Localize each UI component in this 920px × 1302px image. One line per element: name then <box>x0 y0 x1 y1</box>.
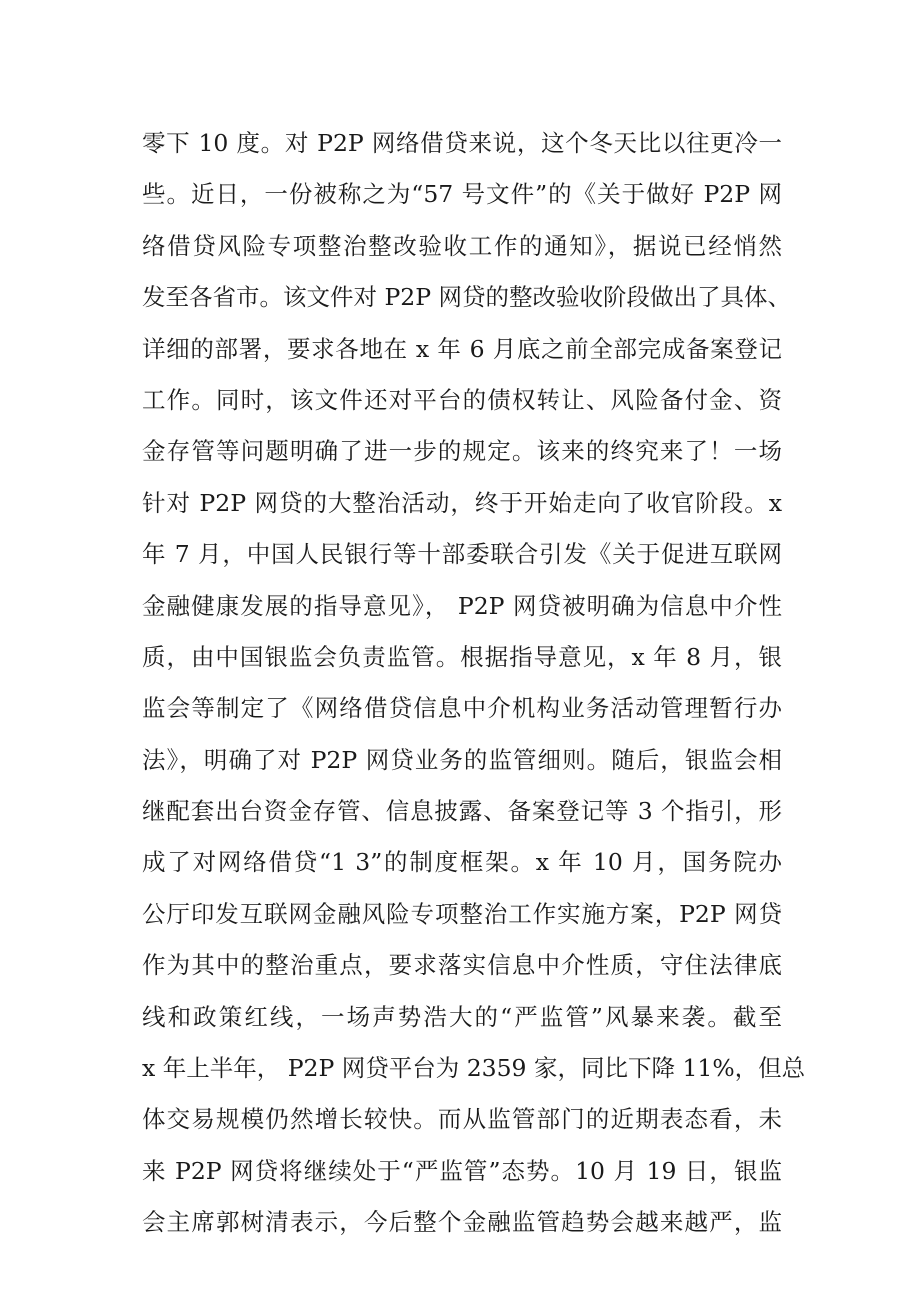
text-line: 零下 10 度。对 P2P 网络借贷来说，这个冬天比以往更冷一 <box>142 129 782 157</box>
text-line: 体交易规模仍然增长较快。而从监管部门的近期表态看，未 <box>142 1105 782 1134</box>
text-line: 年 7 月，中国人民银行等十部委联合引发《关于促进互联网 <box>142 540 782 569</box>
text-line: 些。近日，一份被称之为“57 号文件”的《关于做好 P2P 网 <box>142 180 782 209</box>
text-line: 详细的部署，要求各地在 x 年 6 月底之前全部完成备案登记 <box>142 334 782 363</box>
text-line: 金融健康发展的指导意见》， P2P 网贷被明确为信息中介性 <box>142 591 782 620</box>
text-line: 发至各省市。该文件对 P2P 网贷的整改验收阶段做出了具体、 <box>142 283 792 312</box>
text-line: 作为其中的整治重点，要求落实信息中介性质，守住法律底 <box>142 951 782 980</box>
text-line: 来 P2P 网贷将继续处于“严监管”态势。10 月 19 日，银监 <box>142 1156 782 1185</box>
text-line: 针对 P2P 网贷的大整治活动，终于开始走向了收官阶段。x <box>142 488 782 517</box>
text-line: 会主席郭树清表示，今后整个金融监管趋势会越来越严，监 <box>142 1208 782 1237</box>
text-line: 质，由中国银监会负责监管。根据指导意见，x 年 8 月，银 <box>142 642 782 671</box>
text-line: 工作。同时，该文件还对平台的债权转让、风险备付金、资 <box>142 385 782 414</box>
body-paragraph <box>142 118 806 1249</box>
text-line: 法》，明确了对 P2P 网贷业务的监管细则。随后，银监会相 <box>142 745 782 774</box>
text-line: 络借贷风险专项整治整改验收工作的通知》，据说已经悄然 <box>142 231 782 260</box>
text-line: 公厅印发互联网金融风险专项整治工作实施方案，P2P 网贷 <box>142 899 782 928</box>
text-line: 成了对网络借贷“1 3”的制度框架。x 年 10 月，国务院办 <box>142 848 782 877</box>
text-line: 金存管等问题明确了进一步的规定。该来的终究来了！一场 <box>142 437 782 466</box>
text-line: 监会等制定了《网络借贷信息中介机构业务活动管理暂行办 <box>142 694 782 723</box>
text-line: 继配套出台资金存管、信息披露、备案登记等 3 个指引，形 <box>142 797 782 826</box>
text-line: x 年上半年， P2P 网贷平台为 2359 家，同比下降 11%，但总 <box>142 1054 806 1083</box>
text-line: 线和政策红线，一场声势浩大的“严监管”风暴来袭。截至 <box>142 1002 782 1031</box>
